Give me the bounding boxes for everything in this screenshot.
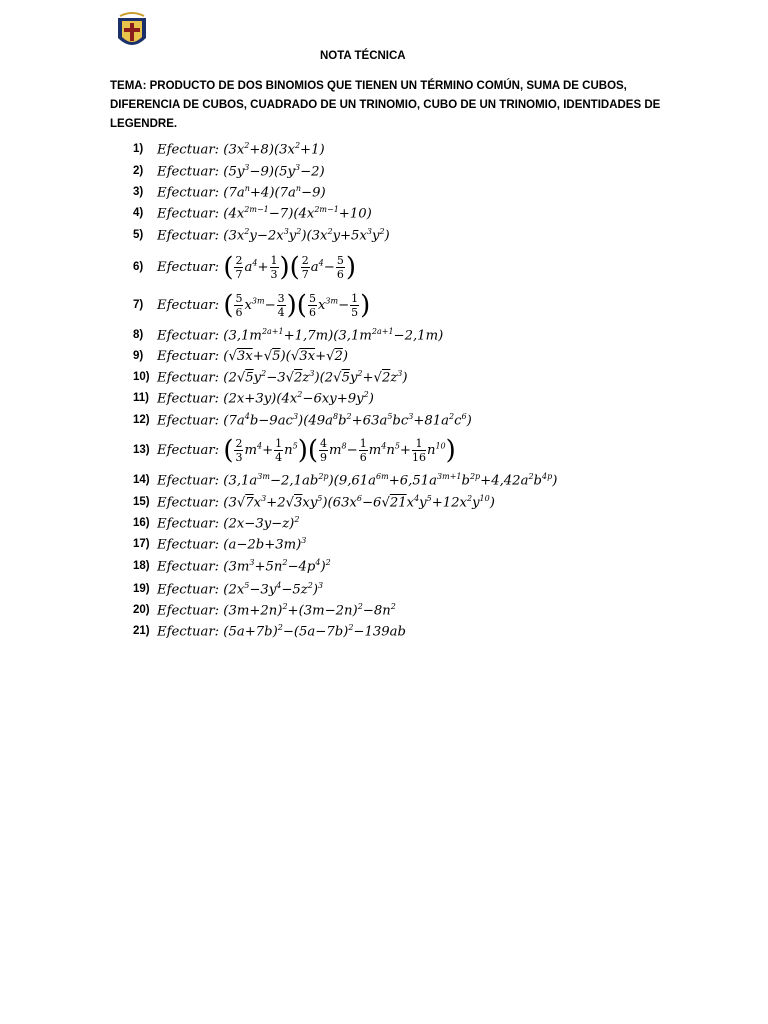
exercise-number: 9) [133, 350, 144, 362]
exercise-expression: Efectuar: $(2x^5-3y^4-5z^2)^3$ [157, 580, 324, 598]
exercise-expression: Efectuar: ( $\frac{5}{6}$ $x^{3m}-$ $\frac{3}{4}$ )( $\frac{5}{6}$ $x^{3m}-$ $\frac{1}{5}$ ) [157, 290, 371, 320]
exercise-number: 5) [133, 229, 144, 241]
exercise-2 [133, 160, 325, 182]
exercise-expression: Efectuar: $(3√7x^3+2√3xy^5)(63x^6-6√21x^4y^5+12x^2y^{10})$ [157, 493, 495, 511]
exercise-14 [133, 469, 557, 491]
exercise-number: 6) [133, 261, 144, 273]
exercise-expression: Efectuar: $(4x^{2m-1}-7)(4x^{2m-1}+10)$ [157, 204, 372, 222]
exercise-expression: Efectuar: $(2x-3y-z)^2$ [157, 514, 300, 532]
exercise-expression: Efectuar: $(2√5y^2-3√2z^3)(2√5y^2+√2z^3)$ [157, 368, 408, 386]
exercise-5 [133, 224, 390, 246]
school-logo [108, 12, 156, 60]
exercise-8 [133, 324, 443, 346]
exercise-12 [133, 409, 472, 431]
exercise-number: 16) [133, 517, 150, 529]
exercise-10 [133, 366, 408, 388]
exercise-number: 7) [133, 299, 144, 311]
exercise-expression: Efectuar: ( $\frac{2}{7}$ $a^4+$ $\frac{1}{3}$ )( $\frac{2}{7}$ $a^4-$ $\frac{5}{6}$ ) [157, 252, 356, 282]
exercise-4 [133, 202, 372, 224]
exercise-expression: Efectuar: $(5a+7b)^2-(5a-7b)^2-139ab$ [157, 622, 406, 640]
exercise-number: 21) [133, 625, 150, 637]
exercise-expression: Efectuar: ( $\frac{2}{3}$ $m^4+$ $\frac{1}{4}$ $n^5$)( $\frac{4}{9}$ $m^8-$ $\frac{1}{6}$ $m^4n^5+$ $\frac{1}{16}$ $n^{10}$) [157, 435, 456, 465]
exercise-number: 8) [133, 329, 144, 341]
exercise-number: 11) [133, 392, 149, 404]
exercise-number: 3) [133, 186, 144, 198]
exercise-6 [133, 252, 356, 282]
exercise-15 [133, 491, 495, 513]
exercise-number: 10) [133, 371, 150, 383]
exercise-20 [133, 599, 396, 621]
exercise-number: 17) [133, 538, 150, 550]
exercise-number: 4) [133, 207, 144, 219]
exercise-21 [133, 620, 406, 642]
exercise-number: 14) [133, 474, 150, 486]
exercise-number: 12) [133, 414, 150, 426]
exercise-expression: Efectuar: $(3m^3+5n^2-4p^4)^2$ [157, 557, 331, 575]
exercise-1 [133, 138, 325, 160]
exercise-9 [133, 345, 348, 367]
exercise-17 [133, 533, 306, 555]
exercise-expression: Efectuar: $(3x^2+8)(3x^2+1)$ [157, 140, 325, 158]
exercise-expression: Efectuar: $(7a^4b-9ac^3)(49a^8b^2+63a^5bc^3+81a^2c^6)$ [157, 411, 472, 429]
exercise-expression: Efectuar: (√3x+√5)(√3x+√2) [157, 348, 349, 364]
exercise-expression: Efectuar: $(2x+3y)(4x^2-6xy+9y^2)$ [157, 389, 374, 407]
exercise-19 [133, 578, 323, 600]
exercise-number: 13) [133, 444, 150, 456]
exercise-11 [133, 387, 374, 409]
exercise-expression: Efectuar: $(3x^2y-2x^3y^2)(3x^2y+5x^3y^2)$ [157, 226, 390, 244]
exercise-18 [133, 555, 331, 577]
exercise-expression: Efectuar: $(a-2b+3m)^3$ [157, 535, 307, 553]
exercise-expression: Efectuar: $(3,1m^{2a+1}+1,7m)(3,1m^{2a+1}-2,1m)$ [157, 326, 444, 344]
topic-text: TEMA: PRODUCTO DE DOS BINOMIOS QUE TIENEN UN TÉRMINO COMÚN, SUMA DE CUBOS, DIFERENCIA DE CUBOS, CUADRADO DE UN TRINOMIO, CUBO DE UN TRINOMIO, IDENTIDADES DE LEGENDRE. [110, 80, 661, 130]
exercise-expression: Efectuar: $(5y^3-9)(5y^3-2)$ [157, 162, 325, 180]
exercise-expression: Efectuar: $(7a^n+4)(7a^n-9)$ [157, 183, 326, 201]
exercise-number: 15) [133, 496, 150, 508]
exercise-expression: Efectuar: $(3m+2n)^2+(3m-2n)^2-8n^2$ [157, 601, 396, 619]
exercise-number: 19) [133, 583, 150, 595]
exercise-3 [133, 181, 326, 203]
exercise-7 [133, 290, 370, 320]
page-title: NOTA TÉCNICA [320, 50, 406, 62]
exercise-16 [133, 512, 299, 534]
exercise-number: 18) [133, 560, 150, 572]
exercise-expression: Efectuar: $(3,1a^{3m}-2,1ab^{2p})(9,61a^{6m}+6,51a^{3m+1}b^{2p}+4,42a^2b^{4p})$ [157, 471, 558, 489]
exercise-number: 2) [133, 165, 144, 177]
exercise-number: 1) [133, 143, 144, 155]
exercise-13 [133, 434, 456, 466]
exercise-number: 20) [133, 604, 150, 616]
